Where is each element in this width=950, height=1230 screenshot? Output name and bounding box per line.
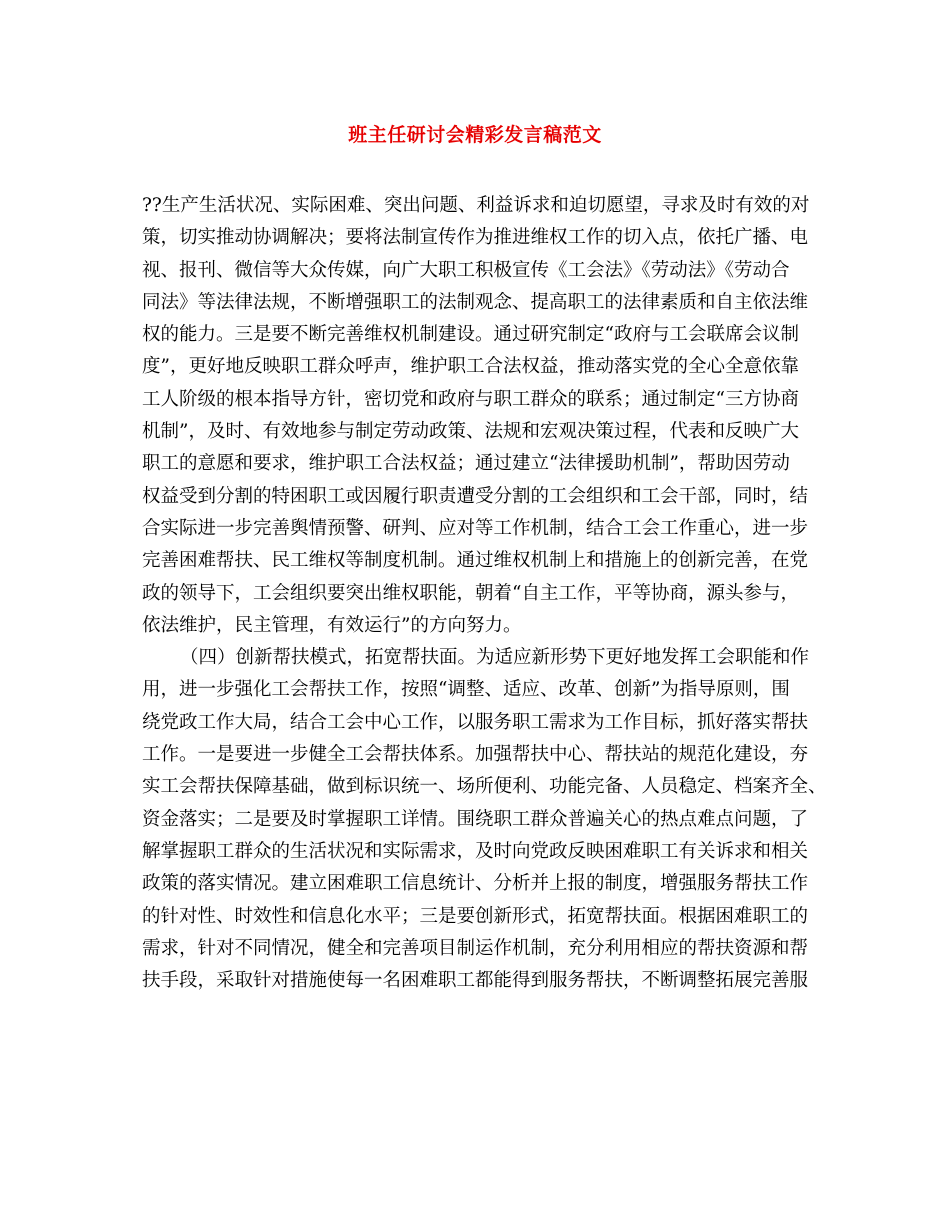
body-line: 实工会帮扶保障基础，做到标识统一、场所便利、功能完备、人员稳定、档案齐全、 <box>142 776 827 798</box>
body-line: 用，进一步强化工会帮扶工作，按照“调整、适应、改革、创新”为指导原则，围 <box>142 679 790 701</box>
body-line: 依法维护，民主管理，有效运行”的方向努力。 <box>142 614 522 636</box>
body-line: 完善困难帮扶、民工维权等制度机制。通过维权机制上和措施上的创新完善，在党 <box>142 550 809 572</box>
body-line: ??生产生活状况、实际困难、突出问题、利益诉求和迫切愿望，寻求及时有效的对 <box>142 195 810 216</box>
body-line: 的针对性、时效性和信息化水平；三是要创新形式，拓宽帮扶面。根据困难职工的 <box>142 905 809 927</box>
body-line: 政的领导下，工会组织要突出维权职能，朝着“自主工作，平等协商，源头参与， <box>142 582 799 604</box>
paragraph-start-line: （四）创新帮扶模式，拓宽帮扶面。为适应新形势下更好地发挥工会职能和作 <box>180 647 810 669</box>
body-line: 同法》等法律法规，不断增强职工的法制观念、提高职工的法律素质和自主依法维 <box>142 291 809 313</box>
body-line: 政策的落实情况。建立困难职工信息统计、分析并上报的制度，增强服务帮扶工作 <box>142 873 809 895</box>
body-line: 需求，针对不同情况，健全和完善项目制运作机制，充分利用相应的帮扶资源和帮 <box>142 937 809 959</box>
body-line: 合实际进一步完善舆情预警、研判、应对等工作机制，结合工会工作重心，进一步 <box>142 517 809 539</box>
body-line: 权的能力。三是要不断完善维权机制建设。通过研究制定“政府与工会联席会议制 <box>142 324 799 346</box>
body-line: 度”，更好地反映职工群众呼声，维护职工合法权益，推动落实党的全心全意依靠 <box>142 356 799 378</box>
body-line: 扶手段，采取针对措施使每一名困难职工都能得到服务帮扶，不断调整拓展完善服 <box>142 970 809 992</box>
body-line: 机制”，及时、有效地参与制定劳动政策、法规和宏观决策过程，代表和反映广大 <box>142 421 799 443</box>
document-title: 班主任研讨会精彩发言稿范文 <box>348 124 602 146</box>
body-line: 资金落实；二是要及时掌握职工详情。围绕职工群众普遍关心的热点难点问题，了 <box>142 808 809 830</box>
body-line: 绕党政工作大局，结合工会中心工作，以服务职工需求为工作目标，抓好落实帮扶 <box>142 711 809 733</box>
body-line: 职工的意愿和要求，维护职工合法权益；通过建立“法律援助机制”，帮助因劳动 <box>142 453 790 475</box>
body-line: 视、报刊、微信等大众传媒，向广大职工积极宣传《工会法》《劳动法》《劳动合 <box>142 259 790 281</box>
body-line: 解掌握职工群众的生活状况和实际需求，及时向党政反映困难职工有关诉求和相关 <box>142 840 809 862</box>
body-line: 工人阶级的根本指导方针，密切党和政府与职工群众的联系；通过制定“三方协商 <box>142 388 799 410</box>
body-line: 策，切实推动协调解决；要将法制宣传作为推进维权工作的切入点，依托广播、电 <box>142 227 809 249</box>
document-body <box>142 190 827 997</box>
body-line: 工作。一是要进一步健全工会帮扶体系。加强帮扶中心、帮扶站的规范化建设，夯 <box>142 744 809 766</box>
body-line: 权益受到分割的特困职工或因履行职责遭受分割的工会组织和工会干部，同时，结 <box>142 485 809 507</box>
